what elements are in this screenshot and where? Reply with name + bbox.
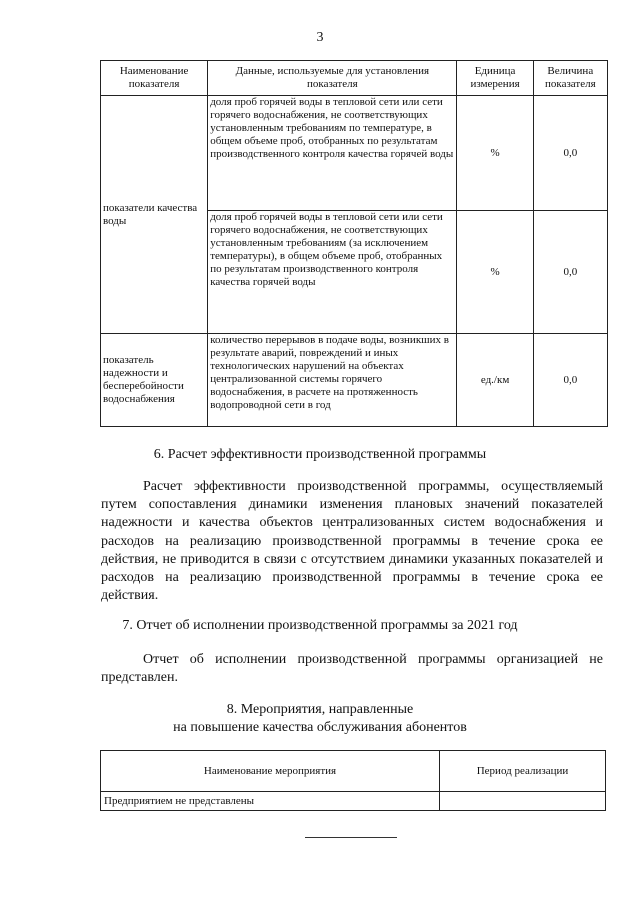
section-6-title: 6. Расчет эффективности производственной программы: [153, 447, 487, 462]
table-row: [101, 792, 606, 811]
section-6-text: Расчет эффективности производственной программы, осуществляемый путем сопоставления динамики изменения плановых значений показателей надежности и качества объектов централизованных систем водоснабжения и расходов на реализацию производственной программы в течение срока ее действия, не приводится в связи с отсутствием динамики указанных показателей и расходов на реализацию производственной программы в течение срока ее действия.: [101, 479, 603, 604]
indicator-unit: %: [457, 96, 533, 211]
header-value: Величина показателя: [533, 61, 607, 96]
indicator-data: доля проб горячей воды в тепловой сети или сети горячего водоснабжения, не соответствующих установленным требованиям по температуре, в общем объеме проб, отобранных по результатам производственного контроля качества горячей воды: [208, 96, 457, 211]
header-indicator-data: Данные, используемые для установления показателя: [208, 61, 457, 96]
indicator-value: 0,0: [533, 211, 607, 334]
closing-rule: [305, 837, 397, 838]
indicator-value: 0,0: [533, 96, 607, 211]
header-unit: Единица измерения: [457, 61, 533, 96]
page-number: 3: [316, 30, 324, 45]
header-period: Период реализации: [440, 751, 606, 792]
section-7-title: 7. Отчет об исполнении производственной программы за 2021 год: [122, 618, 518, 633]
indicator-data: доля проб горячей воды в тепловой сети или сети горячего водоснабжения, не соответствующих установленным требованиям (за исключением температуры), в общем объеме проб, отобранных по результатам производственного контроля качества горячей воды: [208, 211, 457, 334]
table-header-row: [101, 61, 608, 96]
indicator-unit: ед./км: [457, 334, 533, 427]
indicator-group-name: показатели качества воды: [101, 96, 208, 334]
table-row: [101, 334, 608, 427]
indicator-value: 0,0: [533, 334, 607, 427]
indicators-table: [100, 60, 608, 427]
measure-period: [440, 792, 606, 811]
indicator-group-name: показатель надежности и бесперебойности водоснабжения: [101, 334, 208, 427]
section-7-text: Отчет об исполнении производственной программы организацией не представлен.: [101, 652, 603, 686]
measures-table: [100, 750, 606, 811]
measure-name: Предприятием не представлены: [101, 792, 440, 811]
header-measure-name: Наименование мероприятия: [101, 751, 440, 792]
indicator-unit: %: [457, 211, 533, 334]
indicator-data: количество перерывов в подаче воды, возникших в результате аварий, повреждений и иных технологических нарушений на объектах централизованной системы горячего водоснабжения, в расчете на протяженность водопроводной сети в год: [208, 334, 457, 427]
header-indicator-name: Наименование показателя: [101, 61, 208, 96]
section-8-title-line-1: 8. Мероприятия, направленные: [226, 702, 414, 717]
section-8-title-line-2: на повышение качества обслуживания абонентов: [173, 720, 467, 735]
table-row: [101, 96, 608, 211]
table-header-row: [101, 751, 606, 792]
